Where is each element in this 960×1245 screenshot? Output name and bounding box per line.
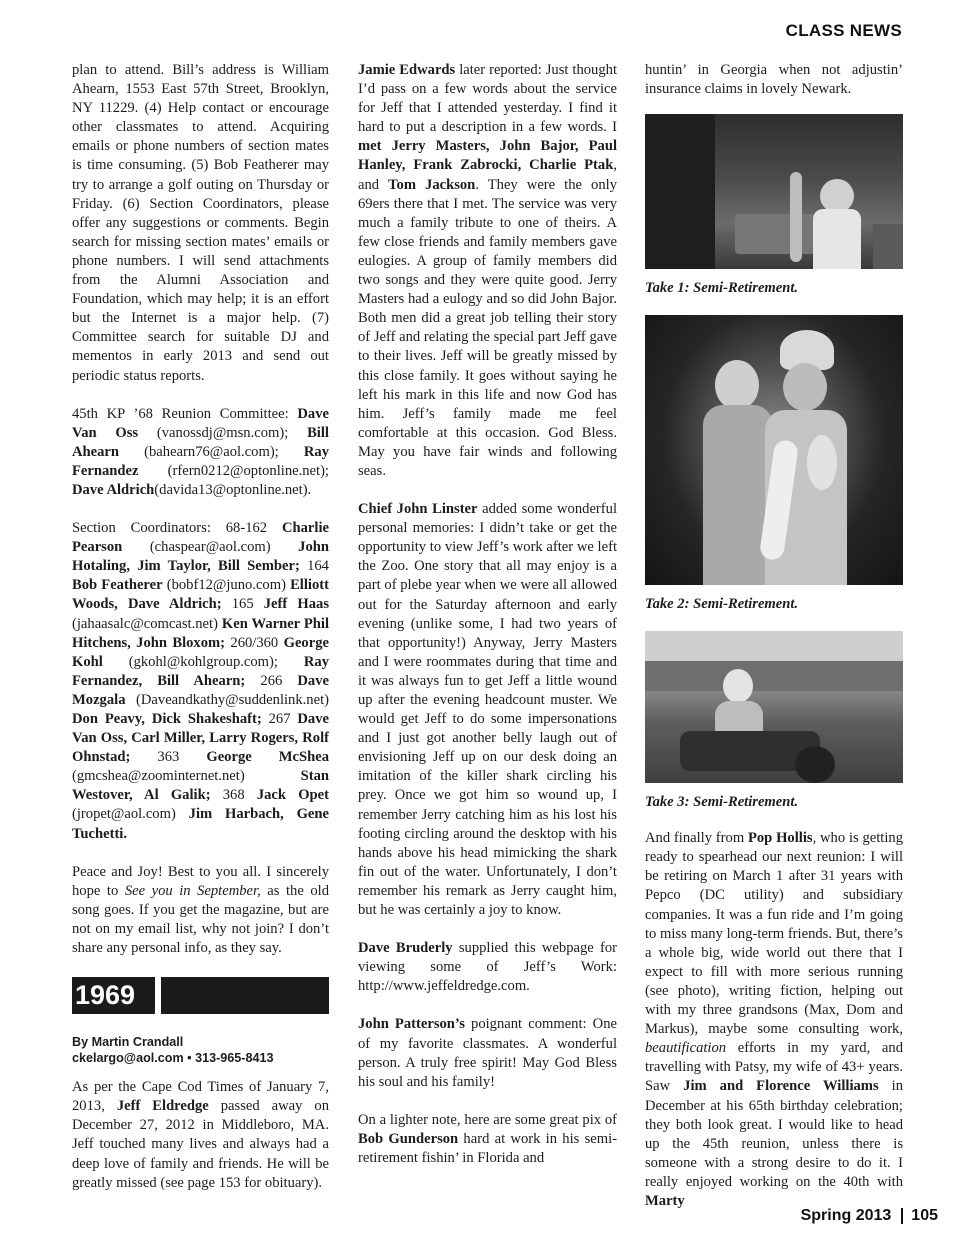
paragraph (358, 939, 617, 996)
text-run: Ray Fernandez, Bill Ahearn; (72, 653, 329, 689)
text-run: See you in September, (124, 882, 261, 899)
paragraph (358, 1111, 617, 1168)
text-run: (chaspear@aol.com) (122, 539, 299, 556)
photo-runner-on-atv (645, 631, 903, 783)
text-run: 266 (245, 672, 298, 689)
paragraph (72, 519, 329, 844)
page-footer (801, 1207, 938, 1225)
text-run: supplied this webpage for viewing some of Jeff’s Work: http://www.jeffeldredge.com. (358, 940, 617, 995)
text-run: poignant comment: One of my favorite classmates. A wonderful person. A truly free spirit! May God Bless his soul and his family! (358, 1016, 617, 1090)
text-run: John Hotaling, Jim Taylor, Bill Sember; (72, 539, 329, 575)
text-run: (gmcshea@zoominternet.net) (72, 768, 301, 785)
text-run: Jamie Edwards (358, 62, 456, 78)
paragraph (358, 500, 617, 920)
issue-label: Spring 2013 (800, 1207, 892, 1224)
text-run: efforts in my yard, and travelling with Patsy, my wife of 43+ years. Saw (645, 1040, 903, 1095)
text-run: 165 (221, 596, 264, 613)
text-run: 260/360 (225, 634, 284, 651)
text-run: Dave Bruderly (358, 940, 453, 957)
text-run: 267 (261, 711, 298, 727)
page-number: 105 (911, 1207, 938, 1224)
text-run: met Jerry Masters, John Bajor, Paul Hanley, Frank Zabrocki, Charlie Ptak (358, 138, 617, 174)
paragraph: plan to attend. Bill’s address is William Ahearn, 1553 East 57th Street, Brooklyn, NY 11229. (4) Help contact or encourage other classmates to attend. Acquiring emails or phone numbers of section mates is time consuming. (5) Bob Featherer may try to arrange a golf outing on Thursday or Friday. (6) Section Coordinators, please offer any suggestions or comments. Begin search for missing section mates’ emails or phone numbers. I will send attachments from the Alumni Association and Foundation, which may help; it is an effort but the Internet is a major help. (7) Committee search for suitable DJ and mementos in early 2013 and send out periodic status reports. (72, 62, 329, 384)
text-run: Peace and Joy! Best to you all. I sincerely hope to (72, 863, 329, 899)
text-run: 368 (210, 787, 257, 804)
paragraph (358, 1015, 617, 1091)
text-run: Jim Harbach, Gene Tuchetti. (72, 806, 330, 842)
class-year-banner (72, 977, 329, 1014)
text-run: beautification (645, 1040, 727, 1057)
text-run: (gkohl@kohlgroup.com); (102, 653, 304, 670)
text-run: Ray Fernandez (72, 443, 329, 479)
text-run: Jack Opet (256, 787, 330, 804)
column-left (72, 61, 329, 1193)
paragraph (645, 829, 903, 1211)
text-run: As per the Cape Cod Times of January 7, 2013, (72, 1079, 329, 1115)
class-year: 1969 (72, 977, 155, 1014)
text-run: Bob Featherer (72, 577, 163, 594)
text-run: . They were the only 69ers there that I met. The service was very much a family tribute to one of theirs. A few close friends and family members gave eulogies. A group of family members did two songs and they were quite good. Jerry Masters had a eulogy and so did John Bajor. Both men did a great job telling their story of Jeff and relating the special part Jeff gave to their lives. Jeff will be greatly missed by this close family. It goes without saying he left his mark in this life and now God has him. Jeff’s family made me feel comfortable at this occasion. God Bless. May you have fair winds and following seas. (358, 176, 617, 479)
text-run: Section Coordinators: 68-162 (72, 520, 282, 537)
text-run: in December at his 65th birthday celebration; they both look great. I would like to head up the 45th reunion, unless there is someone with a strong desire to do it. I really enjoyed working on the 40th with (645, 1078, 903, 1190)
text-run: Jim and Florence Williams (683, 1078, 879, 1095)
paragraph: huntin’ in Georgia when not adjustin’ insurance claims in lovely Newark. (645, 62, 903, 98)
byline-author: By Martin Crandall (72, 1035, 184, 1050)
column-middle (358, 61, 617, 1168)
text-run: passed away on December 27, 2012 in Middleboro, MA. Jeff touched many lives and always had a deep love of family and friends. He will be greatly missed (see page 153 for obituary). (72, 1098, 329, 1191)
byline (72, 1034, 329, 1066)
text-run: Dave Van Oss, Carl Miller, Larry Rogers, Rolf Ohnstad; (72, 711, 329, 766)
paragraph (72, 863, 329, 958)
text-run: (rfern0212@optonline.net); (138, 462, 329, 479)
footer-divider (901, 1208, 903, 1224)
text-run: Jeff Haas (263, 596, 329, 613)
column-right (645, 61, 903, 1211)
text-run: Marty (645, 1192, 685, 1209)
text-run: (jahaasalc@comcast.net) (72, 615, 222, 632)
text-run: 363 (130, 749, 207, 766)
text-run: Dave Mozgala (72, 672, 329, 708)
text-run: Bill Ahearn (72, 424, 329, 460)
text-run: Tom Jackson (388, 176, 476, 193)
text-run: On a lighter note, here are some great pix of (358, 1111, 617, 1128)
text-run: 45th KP ’68 Reunion Committee: (72, 405, 298, 422)
photo-caption: Take 1: Semi-Retirement. (645, 280, 799, 297)
text-run: Don Peavy, Dick Shakeshaft; (72, 711, 262, 727)
text-run: as the old song goes. If you get the magazine, but are not on my email list, why not join? I don’t share any personal info, as they say. (72, 882, 329, 957)
text-run: Bob Gunderson (358, 1130, 459, 1147)
text-run: hard at work in his semi-retirement fishin’ in Florida and (358, 1130, 618, 1166)
text-run: added some wonderful personal memories: I didn’t take or get the opportunity to view Jeff’s work after we left the Zoo. One story that all may enjoy is a part of plebe year when we were all allowed out for the Saturday afternoon and early evening (unlike some, I had two years of that opportunity!) Anyway, Jerry Masters and I were roommates during that time and it was always fun to get Jeff a little wound up after the evening headcount muster. We would get Jeff to do some impersonations and I just got another belly laugh out of envisioning Jeff up on our desk doing an imitation of the killer shark circling his prey. Once we got him so wound up, I remember Jerry catching him as his lost his footing circling around the desktop with his hands above his head mimicking the shark fin out of the water. Unfortunately, I don’t remember his remark as Jerry caught him, but he was certainly a joy to know. (358, 501, 617, 919)
photo-caption: Take 3: Semi-Retirement. (645, 794, 799, 811)
text-run: 164 (299, 558, 329, 575)
photo-fisherman-with-shark (645, 114, 903, 269)
paragraph (72, 1078, 329, 1193)
text-run: And finally from (645, 830, 748, 847)
photo-caption: Take 2: Semi-Retirement. (645, 596, 799, 613)
text-run: , and (358, 157, 617, 193)
paragraph (358, 61, 617, 481)
byline-contact: ckelargo@aol.com • 313-965-8413 (72, 1051, 274, 1066)
text-run: (vanossdj@msn.com); (138, 424, 308, 441)
text-run: later reported: Just thought I’d pass on a few words about the service for Jeff that I attended yesterday. I find it hard to put a description in a few words. I (358, 62, 618, 136)
text-run: Chief John Linster (358, 501, 478, 518)
text-run: (bobf12@juno.com) (162, 577, 291, 594)
section-header: CLASS NEWS (785, 21, 902, 40)
text-run: John Patterson’s (358, 1016, 465, 1033)
text-run: George Kohl (72, 634, 329, 670)
text-run: Jeff Eldredge (116, 1098, 209, 1115)
photo-two-anglers-with-fish (645, 315, 903, 585)
text-run: (Daveandkathy@suddenlink.net) (125, 691, 329, 708)
text-run: , who is getting ready to spearhead our next reunion: I will be retiring on March 1 after 31 years with Pepco (DC utility) and subsidiary companies. It was a fun ride and I’m going to miss many long-term friends. But, there’s a whole big, wide world out there that I expect to fill with more serious running (see photo), writing fiction, helping out with my three grandsons (Max, Dom and Markus), maybe some consulting work, (645, 830, 903, 1038)
text-run: Elliott Woods, Dave Aldrich; (72, 577, 329, 613)
text-run: Dave Van Oss (72, 405, 329, 441)
text-run: Stan Westover, Al Galik; (72, 768, 329, 804)
text-run: (bahearn76@aol.com); (119, 443, 304, 460)
paragraph (72, 405, 329, 500)
text-run: (jropet@aol.com) (72, 806, 189, 823)
text-run: Charlie Pearson (72, 520, 329, 556)
text-run: (davida13@optonline.net). (154, 481, 312, 498)
text-run: Pop Hollis (747, 830, 813, 847)
text-run: Ken Warner Phil Hitchens, John Bloxom; (72, 615, 329, 651)
text-run: Dave Aldrich (72, 481, 155, 498)
text-run: George McShea (206, 749, 329, 766)
